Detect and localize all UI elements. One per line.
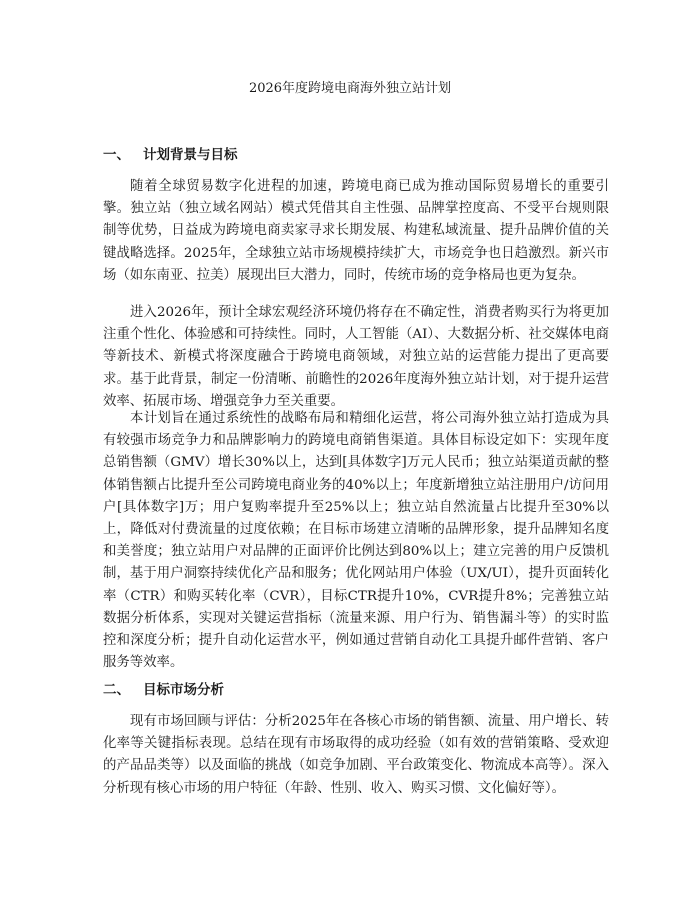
section-heading-background <box>103 145 238 165</box>
section-heading-text: 目标市场分析 <box>143 682 224 698</box>
section-number: 二、 <box>103 682 130 698</box>
paragraph-market-review: 现有市场回顾与评估：分析2025年在各核心市场的销售额、流量、用户增长、转化率等关键指标表现。总结在现有市场取得的成功经验（如有效的营销策略、受欢迎的产品品类等）以及面临的挑战（如竞争加剧、平台政策变化、物流成本高等）。深入分析现有核心市场的用户特征（年龄、性别、收入、购买习惯、文化偏好等）。 <box>103 714 609 796</box>
section-heading-text: 计划背景与目标 <box>143 147 238 163</box>
document-title: 2026年度跨境电商海外独立站计划 <box>248 81 452 96</box>
section-number: 一、 <box>103 147 130 163</box>
paragraph-market-context: 随着全球贸易数字化进程的加速，跨境电商已成为推动国际贸易增长的重要引擎。独立站（独立域名网站）模式凭借其自主性强、品牌掌控度高、不受平台规则限制等优势，日益成为跨境电商卖家寻求长期发展、构建私域流量、提升品牌价值的关键战略选择。2025年，全球独立站市场规模持续扩大，市场竞争也日趋激烈。新兴市场（如东南亚、拉美）展现出巨大潜力，同时，传统市场的竞争格局也更为复杂。 <box>103 179 609 283</box>
paragraph-2026-outlook: 进入2026年，预计全球宏观经济环境仍将存在不确定性，消费者购买行为将更加注重个性化、体验感和可持续性。同时，人工智能（AI）、大数据分析、社交媒体电商等新技术、新模式将深度融合于跨境电商领域，对独立站的运营能力提出了更高要求。基于此背景，制定一份清晰、前瞻性的2026年度海外独立站计划，对于提升运营效率、拓展市场、增强竞争力至关重要。 <box>103 305 609 409</box>
paragraph-plan-goals: 本计划旨在通过系统性的战略布局和精细化运营，将公司海外独立站打造成为具有较强市场竞争力和品牌影响力的跨境电商销售渠道。具体目标设定如下：实现年度总销售额（GMV）增长30%以上，达到[具体数字]万元人民币；独立站渠道贡献的整体销售额占比提升至公司跨境电商业务的40%以上；年度新增独立站注册用户/访问用户[具体数字]万；用户复购率提升至25%以上；独立站自然流量占比提升至30%以上，降低对付费流量的过度依赖；在目标市场建立清晰的品牌形象，提升品牌知名度和美誉度；独立站用户对品牌的正面评价比例达到80%以上；建立完善的用户反馈机制，基于用户洞察持续优化产品和服务；优化网站用户体验（UX/UI），提升页面转化率（CTR）和购买转化率（CVR），目标CTR提升10%，CVR提升8%；完善独立站数据分析体系，实现对关键运营指标（流量来源、用户行为、销售漏斗等）的实时监控和深度分析；提升自动化运营水平，例如通过营销自动化工具提升邮件营销、客户服务等效率。 <box>103 411 609 671</box>
section-heading-market-analysis <box>103 680 224 700</box>
